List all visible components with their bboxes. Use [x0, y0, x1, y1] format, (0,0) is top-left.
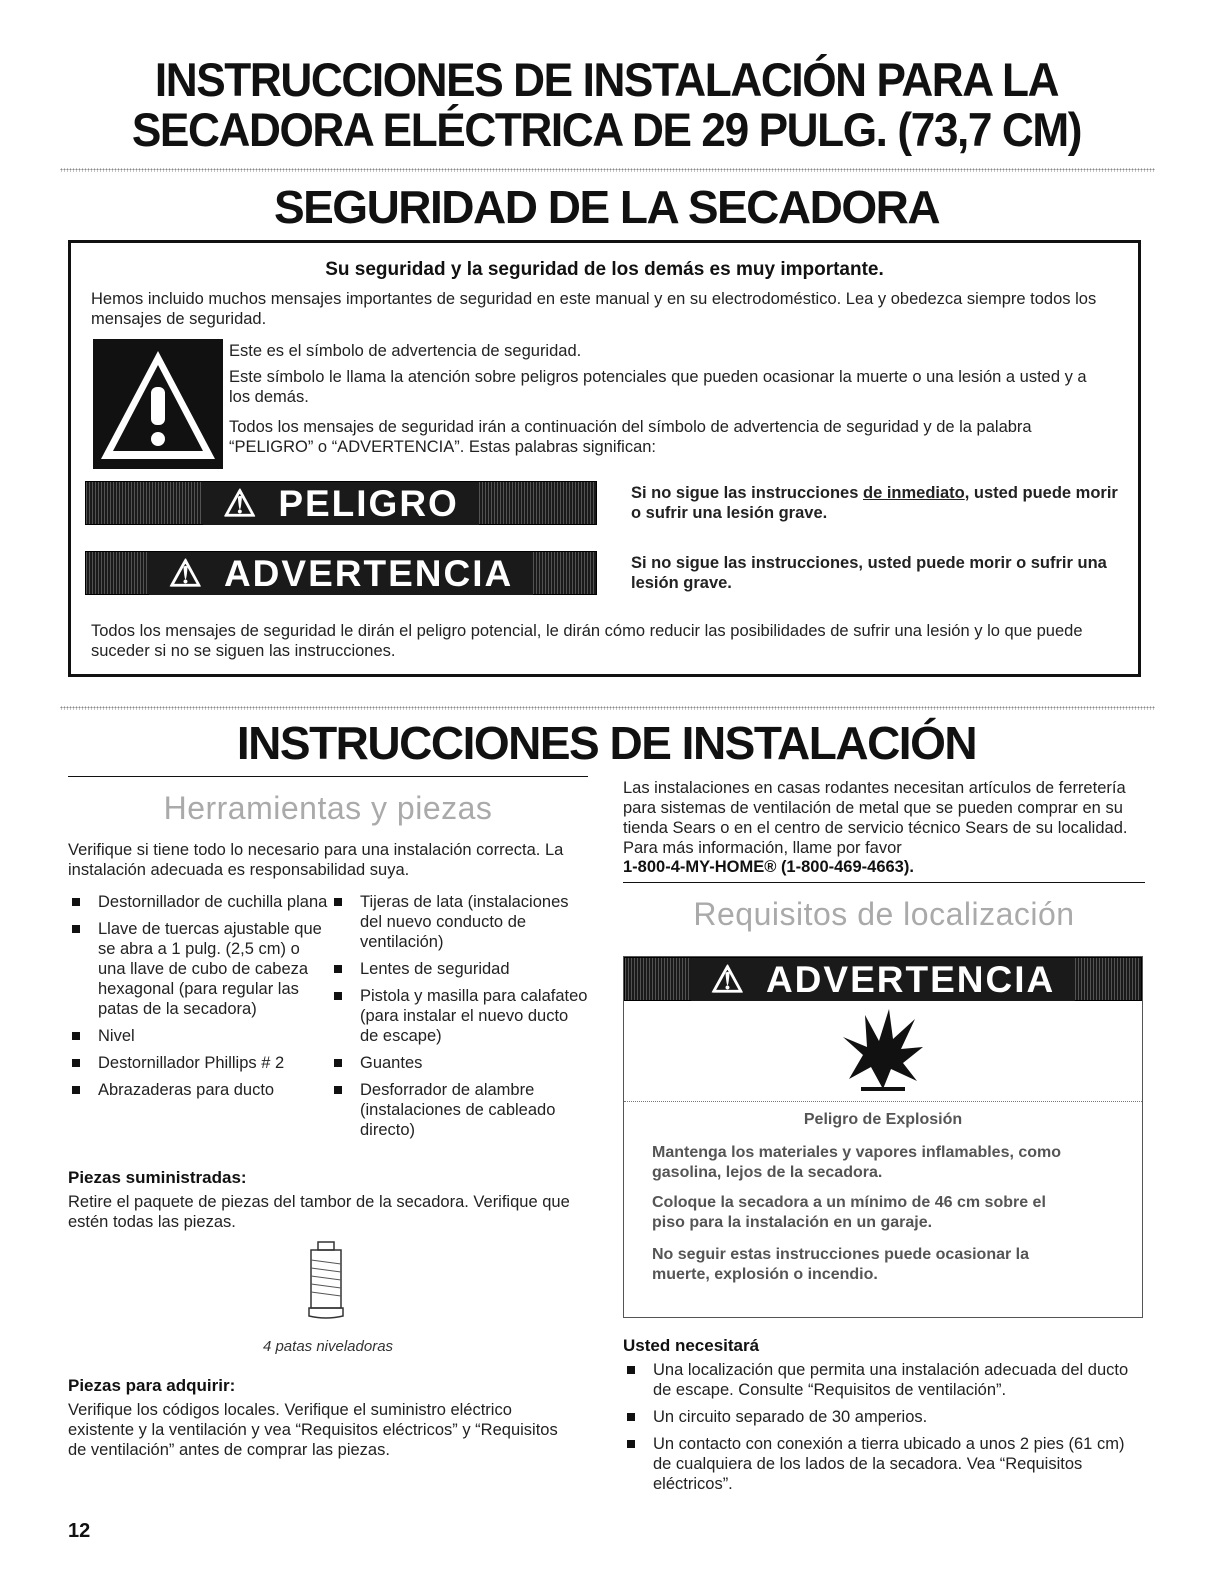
- symbol-line-3: Todos los mensajes de seguridad irán a continuación del símbolo de advertencia de seguridad y de la palabra “PELIGRO” o “ADVERTENCIA”. Estas palabras significan:: [229, 418, 1032, 456]
- tool-list-item: Nivel: [68, 1026, 328, 1046]
- dotted-divider: [60, 168, 1155, 172]
- tools-list-column-1: [68, 892, 328, 1107]
- need-list-item: Un circuito separado de 30 amperios.: [623, 1407, 1133, 1427]
- warning-signal-banner: [624, 957, 1142, 1001]
- safety-box: [68, 240, 1141, 677]
- explosion-title: Peligro de Explosión: [803, 1111, 963, 1128]
- safety-intro: Hemos incluido muchos mensajes importantes de seguridad en este manual y en su electrodoméstico. Lea y obedezca siempre todos los mensajes de seguridad.: [91, 290, 1097, 328]
- warning-triangle-icon: ⚠: [213, 483, 268, 524]
- safety-heading: SEGURIDAD DE LA SECADORA: [273, 181, 940, 233]
- mobile-home-text: Las instalaciones en casas rodantes necesitan artículos de ferretería para sistemas de ventilación de metal que se pueden comprar en su tienda Sears o en el centro de servicio técnico Sears de su localidad. Para más información, llame por favor: [623, 779, 1128, 857]
- leveling-foot-illustration: [303, 1240, 349, 1320]
- section-rule: [623, 882, 1145, 883]
- tool-list-item: Destornillador Phillips # 2: [68, 1053, 328, 1073]
- symbol-line-1: Este es el símbolo de advertencia de seguridad.: [229, 342, 582, 360]
- tool-list-item: Tijeras de lata (instalaciones del nuevo conducto de ventilación): [330, 892, 590, 952]
- feet-caption: 4 patas niveladoras: [262, 1338, 394, 1355]
- tools-intro: Verifique si tiene todo lo necesario para una instalación correcta. La instalación adecuada es responsabilidad suya.: [68, 841, 564, 879]
- explosion-text-3: No seguir estas instrucciones puede ocasionar la muerte, explosión o incendio.: [652, 1246, 1030, 1283]
- need-heading: Usted necesitará: [623, 1336, 760, 1355]
- parts-buy-text: Verifique los códigos locales. Verifique el suministro eléctrico existente y la ventilación y vea “Requisitos eléctricos” y “Requisitos de ventilación” antes de comprar las piezas.: [68, 1401, 558, 1459]
- page-number: 12: [68, 1520, 91, 1542]
- symbol-line-2: Este símbolo le llama la atención sobre peligros potenciales que pueden ocasionar la muerte o una lesión a usted y a los demás.: [229, 368, 1087, 406]
- safety-box-title: Su seguridad y la seguridad de los demás es muy importante.: [325, 259, 884, 280]
- explosion-text-2: Coloque la secadora a un mínimo de 46 cm sobre el piso para la instalación en un garaje.: [652, 1194, 1046, 1231]
- explosion-warning-box: [623, 956, 1143, 1318]
- parts-supplied-text: Retire el paquete de piezas del tambor de la secadora. Verifique que estén todas las piezas.: [68, 1193, 570, 1231]
- document-title-line1: INSTRUCCIONES DE INSTALACIÓN PARA LA: [154, 53, 1059, 106]
- safety-alert-symbol: [93, 339, 223, 469]
- need-list: [623, 1360, 1133, 1501]
- warning-description: Si no sigue las instrucciones, usted puede morir o sufrir una lesión grave.: [631, 554, 1107, 592]
- danger-signal-banner: [85, 481, 597, 525]
- need-list-item: Un contacto con conexión a tierra ubicado a unos 2 pies (61 cm) de cualquiera de los lados de la secadora. Vea “Requisitos eléctricos”.: [623, 1434, 1133, 1494]
- warning-signal-banner: [85, 551, 597, 595]
- tool-list-item: Llave de tuercas ajustable que se abra a 1 pulg. (2,5 cm) o una llave de cubo de cabeza hexagonal (para regular las patas de la secadora): [68, 919, 328, 1019]
- warning-label: ADVERTENCIA: [756, 959, 1065, 1000]
- parts-supplied-heading: Piezas suministradas:: [68, 1168, 247, 1187]
- tool-list-item: Destornillador de cuchilla plana: [68, 892, 328, 912]
- tool-list-item: Lentes de seguridad: [330, 959, 590, 979]
- tools-heading: Herramientas y piezas: [163, 790, 493, 826]
- warning-triangle-icon: ⚠: [701, 959, 756, 1000]
- install-heading: INSTRUCCIONES DE INSTALACIÓN: [236, 717, 977, 769]
- warning-label: ADVERTENCIA: [214, 553, 523, 594]
- explosion-text-1: Mantenga los materiales y vapores inflamables, como gasolina, lejos de la secadora.: [652, 1144, 1062, 1181]
- tool-list-item: Desforrador de alambre (instalaciones de cableado directo): [330, 1080, 590, 1140]
- box-divider: [624, 1101, 1142, 1103]
- dotted-divider: [60, 706, 1155, 710]
- warning-triangle-icon: [93, 339, 223, 469]
- danger-description: Si no sigue las instrucciones de inmediato, usted puede morir o sufrir una lesión grave.: [631, 484, 1118, 522]
- need-list-item: Una localización que permita una instalación adecuada del ducto de escape. Consulte “Requisitos de ventilación”.: [623, 1360, 1133, 1400]
- tool-list-item: Guantes: [330, 1053, 590, 1073]
- location-heading: Requisitos de localización: [693, 896, 1075, 932]
- document-title-line2: SECADORA ELÉCTRICA DE 29 PULG. (73,7 CM): [131, 103, 1082, 156]
- safety-footer: Todos los mensajes de seguridad le dirán el peligro potencial, le dirán cómo reducir las posibilidades de sufrir una lesión y lo que puede suceder si no se siguen las instrucciones.: [91, 622, 1083, 660]
- phone-number: 1-800-4-MY-HOME® (1-800-469-4663).: [623, 858, 914, 876]
- parts-buy-heading: Piezas para adquirir:: [68, 1376, 236, 1395]
- warning-triangle-icon: ⚠: [159, 553, 214, 594]
- explosion-icon: [843, 1007, 923, 1095]
- tools-list-column-2: [330, 892, 590, 1147]
- tool-list-item: Abrazaderas para ducto: [68, 1080, 328, 1100]
- danger-label: PELIGRO: [268, 483, 469, 524]
- section-rule: [68, 776, 588, 777]
- tool-list-item: Pistola y masilla para calafateo (para instalar el nuevo ducto de escape): [330, 986, 590, 1046]
